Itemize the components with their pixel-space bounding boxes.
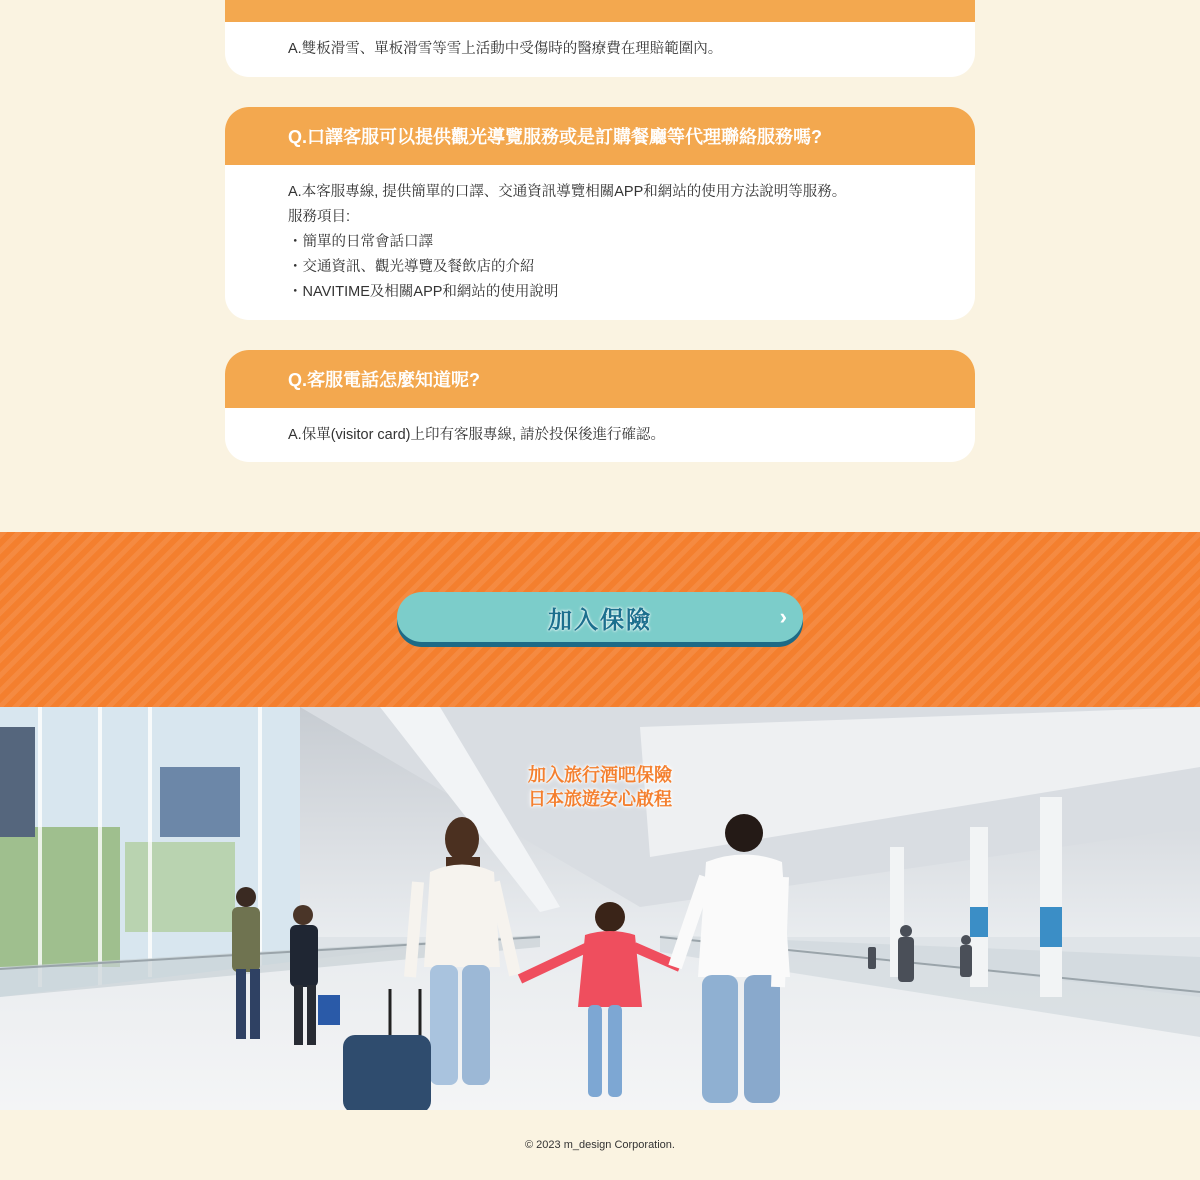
faq-answer-line: A.本客服專線, 提供簡單的口譯、交通資訊導覽相關APP和網站的使用方法說明等服務。 <box>288 184 847 200</box>
faq-question: Q.口譯客服可以提供觀光導覽服務或是訂購餐廳等代理聯絡服務嗎? <box>225 107 975 165</box>
faq-answer <box>225 408 975 448</box>
faq-section <box>0 0 1200 532</box>
faq-answer-line: ・交通資訊、觀光導覽及餐飲店的介紹 <box>288 259 535 275</box>
faq-answer-line: 服務項目: <box>288 209 351 225</box>
chevron-right-icon: › <box>779 604 787 629</box>
faq-item <box>225 350 975 462</box>
faq-item <box>225 0 975 77</box>
hero-tagline <box>0 763 1200 811</box>
join-insurance-label: 加入保險 <box>548 606 652 634</box>
faq-question-bar <box>225 0 975 22</box>
faq-answer-line: ・簡單的日常會話口譯 <box>288 234 433 250</box>
hero-tagline-line2: 日本旅遊安心啟程 <box>528 789 672 809</box>
faq-answer-line: A.雙板滑雪、單板滑雪等雪上活動中受傷時的醫療費在理賠範圍內。 <box>288 41 723 57</box>
faq-answer <box>225 22 975 62</box>
faq-answer-line: A.保單(visitor card)上印有客服專線, 請於投保後進行確認。 <box>288 427 666 443</box>
footer <box>0 1110 1200 1180</box>
faq-answer <box>225 165 975 305</box>
hero-tagline-line1: 加入旅行酒吧保險 <box>528 765 672 785</box>
copyright-text: © 2023 m_design Corporation. <box>525 1139 675 1151</box>
faq-question: Q.客服電話怎麼知道呢? <box>225 350 975 408</box>
faq-item <box>225 107 975 320</box>
faq-answer-line: ・NAVITIME及相關APP和網站的使用說明 <box>288 284 559 300</box>
join-insurance-button[interactable] <box>397 592 803 642</box>
hero-image <box>0 707 1200 1110</box>
cta-band <box>0 532 1200 707</box>
